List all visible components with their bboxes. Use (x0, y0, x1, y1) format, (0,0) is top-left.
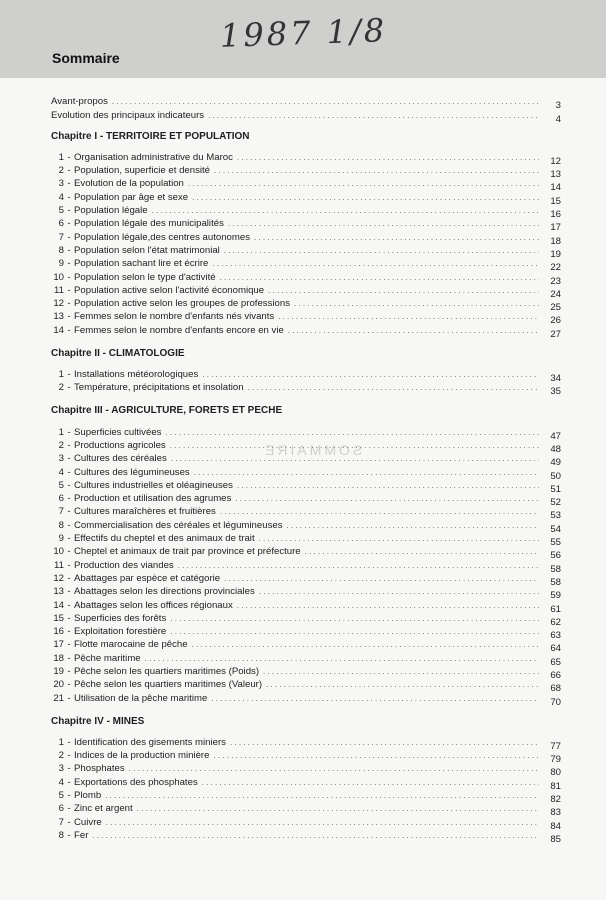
toc-separator: - (67, 205, 71, 217)
toc-entry[interactable] (51, 451, 561, 469)
toc-number: 16 (53, 626, 64, 638)
toc-label: Exploitation forestière (74, 626, 167, 638)
toc-label: Température, précipitations et insolation (74, 382, 244, 394)
toc-label: Femmes selon le nombre d'enfants nés vivants (74, 311, 275, 323)
dot-leader (259, 534, 539, 544)
toc-separator: - (67, 665, 71, 677)
toc-entry[interactable] (51, 380, 561, 398)
dot-leader (287, 521, 540, 531)
toc-label: Population active selon les groupes de professions (74, 298, 290, 310)
watermark-text: SOMMAIRE (262, 442, 363, 458)
toc-number: 20 (53, 679, 64, 691)
dot-leader (92, 831, 539, 841)
toc-separator: - (67, 244, 71, 256)
toc-separator: - (67, 829, 71, 841)
toc-page-number: 62 (550, 616, 561, 628)
toc-page-number: 56 (550, 550, 561, 562)
dot-leader (224, 574, 539, 584)
toc-page-number: 35 (550, 386, 561, 398)
toc-number: 12 (53, 298, 64, 310)
toc-entry[interactable] (51, 478, 561, 495)
toc-separator: - (67, 178, 71, 190)
toc-label: Cultures des céréales (74, 453, 167, 465)
toc-number: 2 (58, 165, 64, 177)
dot-leader (263, 667, 539, 677)
toc-entry[interactable] (51, 491, 561, 509)
toc-page-number: 26 (550, 315, 561, 327)
dot-leader (278, 312, 539, 322)
toc-page-number: 77 (550, 740, 561, 752)
toc-label: Cultures industrielles et oléagineuses (74, 479, 233, 491)
dot-leader (192, 640, 539, 650)
toc-page-number: 23 (550, 275, 561, 287)
toc-entry[interactable] (51, 544, 561, 562)
toc-page-number: 17 (550, 222, 561, 234)
toc-label: Organisation administrative du Maroc (74, 151, 233, 163)
toc-entry[interactable] (51, 216, 561, 234)
toc-separator: - (67, 736, 71, 748)
toc-separator: - (67, 493, 71, 505)
dot-leader (208, 111, 539, 121)
toc-entry[interactable] (51, 367, 561, 385)
toc-entry[interactable] (51, 322, 561, 340)
toc-number: 12 (53, 572, 64, 584)
toc-separator: - (67, 218, 71, 230)
toc-number: 15 (53, 612, 64, 624)
dot-leader (194, 468, 539, 478)
toc-entry[interactable] (51, 801, 561, 819)
toc-entry[interactable] (51, 664, 561, 681)
dot-leader (212, 259, 539, 269)
toc-label: Cultures maraîchères et fruitières (74, 506, 216, 518)
toc-separator: - (67, 776, 71, 788)
toc-label: Production et utilisation des agrumes (74, 493, 232, 505)
table-of-contents (51, 94, 561, 845)
toc-separator: - (67, 652, 71, 664)
toc-number: 13 (53, 586, 64, 598)
toc-entry[interactable] (51, 243, 561, 260)
toc-page-number: 3 (555, 100, 561, 112)
toc-page-number: 81 (550, 780, 561, 792)
toc-page-number: 55 (550, 537, 561, 549)
chapter-section (51, 715, 561, 845)
toc-page-number: 83 (550, 807, 561, 819)
page-title: Sommaire (52, 50, 120, 66)
toc-entry[interactable] (51, 828, 561, 845)
toc-page-number: 63 (550, 630, 561, 642)
toc-page-number: 48 (550, 443, 561, 455)
toc-entry[interactable] (51, 531, 561, 549)
toc-entry[interactable] (51, 424, 561, 442)
toc-separator: - (67, 816, 71, 828)
toc-entry-avant-propos[interactable] (51, 94, 561, 112)
chapter-title: Chapitre IV - MINES (51, 715, 145, 727)
toc-page-number: 80 (550, 767, 561, 779)
dot-leader (230, 738, 539, 748)
toc-number: 5 (58, 205, 64, 217)
toc-entry-evolution[interactable] (51, 107, 561, 125)
toc-entry[interactable] (51, 176, 561, 194)
toc-entry[interactable] (51, 735, 561, 752)
toc-label: Cuivre (74, 816, 102, 828)
toc-entry[interactable] (51, 163, 561, 181)
toc-label: Population, superficie et densité (74, 165, 210, 177)
toc-label: Effectifs du cheptel et des animaux de trait (74, 533, 255, 545)
toc-page-number: 49 (550, 457, 561, 469)
toc-entry[interactable] (51, 584, 561, 602)
toc-separator: - (67, 284, 71, 296)
toc-number: 6 (58, 803, 64, 815)
toc-page-number: 53 (550, 510, 561, 522)
toc-label: Zinc et argent (74, 803, 133, 815)
toc-page-number: 59 (550, 590, 561, 602)
toc-label: Commercialisation des céréales et légumineuses (74, 519, 283, 531)
dot-leader (288, 326, 539, 336)
toc-number: 8 (58, 519, 64, 531)
toc-separator: - (67, 426, 71, 438)
toc-separator: - (67, 533, 71, 545)
toc-label: Femmes selon le nombre d'enfants encore en vie (74, 324, 284, 336)
toc-page-number: 14 (550, 182, 561, 194)
dot-leader (178, 561, 539, 571)
toc-label: Superficies des forêts (74, 612, 167, 624)
dot-leader (214, 166, 539, 176)
dot-leader (165, 428, 539, 438)
toc-label: Pêche selon les quartiers maritimes (Poids) (74, 665, 260, 677)
toc-label: Phosphates (74, 763, 125, 775)
toc-entry[interactable] (51, 150, 561, 167)
dot-leader (171, 454, 539, 464)
toc-number: 9 (58, 533, 64, 545)
toc-entry[interactable] (51, 504, 561, 522)
dot-leader (248, 383, 539, 393)
chapter-section (51, 405, 561, 708)
toc-entry[interactable] (51, 438, 561, 455)
toc-number: 1 (58, 369, 64, 381)
toc-number: 3 (58, 453, 64, 465)
toc-label: Cheptel et animaux de trait par province et préfecture (74, 546, 301, 558)
chapters-container (51, 130, 561, 845)
toc-label: Pêche maritime (74, 652, 141, 664)
toc-number: 6 (58, 218, 64, 230)
toc-separator: - (67, 506, 71, 518)
toc-entry[interactable] (51, 269, 561, 287)
toc-number: 5 (58, 479, 64, 491)
toc-separator: - (67, 612, 71, 624)
dot-leader (220, 507, 539, 517)
chapter-title: Chapitre II - CLIMATOLOGIE (51, 347, 185, 359)
toc-label: Abattages selon les directions provinciales (74, 586, 255, 598)
dot-leader (188, 179, 539, 189)
dot-leader (211, 694, 539, 704)
toc-label: Population selon le type d'activité (74, 271, 216, 283)
dot-leader (170, 614, 539, 624)
toc-separator: - (67, 382, 71, 394)
toc-page-number: 51 (550, 483, 561, 495)
dot-leader (145, 654, 539, 664)
toc-label: Population légale,des centres autonomes (74, 231, 251, 243)
toc-separator: - (67, 466, 71, 478)
toc-label: Utilisation de la pêche maritime (74, 692, 208, 704)
toc-entry[interactable] (51, 611, 561, 628)
dot-leader (170, 441, 539, 451)
toc-separator: - (67, 803, 71, 815)
toc-entry[interactable] (51, 650, 561, 668)
toc-entry[interactable] (51, 203, 561, 221)
toc-label: Evolution des principaux indicateurs (51, 109, 205, 121)
toc-separator: - (67, 453, 71, 465)
toc-number: 7 (58, 506, 64, 518)
toc-entry[interactable] (51, 464, 561, 482)
toc-separator: - (67, 231, 71, 243)
toc-separator: - (67, 639, 71, 651)
chapter-title: Chapitre III - AGRICULTURE, FORETS ET PECHE (51, 405, 283, 417)
toc-label: Plomb (74, 790, 102, 802)
dot-leader (220, 273, 539, 283)
toc-page-number: 58 (550, 576, 561, 588)
toc-label: Installations météorologiques (74, 369, 199, 381)
toc-page-number: 65 (550, 656, 561, 668)
dot-leader (192, 193, 539, 203)
toc-number: 2 (58, 439, 64, 451)
toc-page-number: 82 (550, 794, 561, 806)
dot-leader (105, 791, 539, 801)
dot-leader (228, 219, 539, 229)
toc-separator: - (67, 626, 71, 638)
toc-entry[interactable] (51, 309, 561, 327)
toc-entry[interactable] (51, 296, 561, 314)
dot-leader (266, 680, 539, 690)
toc-label: Identification des gisements miniers (74, 736, 226, 748)
toc-separator: - (67, 151, 71, 163)
toc-label: Fer (74, 829, 89, 841)
toc-number: 7 (58, 816, 64, 828)
toc-number: 9 (58, 258, 64, 270)
toc-number: 8 (58, 829, 64, 841)
dot-leader (259, 587, 539, 597)
dot-leader (202, 370, 539, 380)
toc-page-number: 85 (550, 833, 561, 845)
chapter-section (51, 347, 561, 398)
toc-number: 13 (53, 311, 64, 323)
dot-leader (213, 751, 539, 761)
toc-separator: - (67, 479, 71, 491)
toc-separator: - (67, 298, 71, 310)
toc-page-number: 70 (550, 696, 561, 708)
toc-entry[interactable] (51, 761, 561, 779)
toc-label: Abattages selon les offices régionaux (74, 599, 233, 611)
toc-number: 21 (53, 692, 64, 704)
toc-number: 1 (58, 151, 64, 163)
toc-separator: - (67, 572, 71, 584)
dot-leader (305, 547, 539, 557)
dot-leader (129, 764, 539, 774)
toc-number: 17 (53, 639, 64, 651)
toc-number: 4 (58, 191, 64, 203)
toc-number: 4 (58, 466, 64, 478)
toc-separator: - (67, 763, 71, 775)
toc-label: Cultures des légumineuses (74, 466, 190, 478)
toc-separator: - (67, 692, 71, 704)
toc-entry[interactable] (51, 624, 561, 642)
dot-leader (202, 778, 539, 788)
toc-separator: - (67, 258, 71, 270)
dot-leader (170, 627, 539, 637)
toc-separator: - (67, 599, 71, 611)
toc-number: 10 (53, 546, 64, 558)
dot-leader (268, 286, 539, 296)
toc-page-number: 50 (550, 470, 561, 482)
toc-page-number: 66 (550, 669, 561, 681)
toc-label: Indices de la production minière (74, 750, 210, 762)
toc-label: Population par âge et sexe (74, 191, 189, 203)
toc-label: Evolution de la population (74, 178, 184, 190)
toc-entry[interactable] (51, 283, 561, 300)
toc-number: 11 (54, 559, 64, 571)
toc-number: 3 (58, 178, 64, 190)
toc-label: Population légale des municipalités (74, 218, 224, 230)
dot-leader (137, 804, 539, 814)
toc-page-number: 58 (550, 563, 561, 575)
toc-separator: - (67, 439, 71, 451)
toc-entry[interactable] (51, 517, 561, 535)
toc-label: Population sachant lire et écrire (74, 258, 209, 270)
toc-number: 3 (58, 763, 64, 775)
toc-separator: - (67, 369, 71, 381)
toc-page-number: 18 (550, 235, 561, 247)
toc-number: 5 (58, 790, 64, 802)
toc-number: 2 (58, 750, 64, 762)
toc-entry[interactable] (51, 571, 561, 588)
toc-page-number: 61 (550, 603, 561, 615)
toc-number: 14 (53, 599, 64, 611)
toc-label: Avant-propos (51, 96, 108, 108)
toc-page-number: 12 (550, 155, 561, 167)
toc-page-number: 79 (550, 754, 561, 766)
toc-separator: - (67, 546, 71, 558)
dot-leader (152, 206, 539, 216)
toc-label: Population légale (74, 205, 148, 217)
dot-leader (294, 299, 539, 309)
handwritten-note: 1987 1/8 (219, 11, 388, 55)
toc-page-number: 25 (550, 302, 561, 314)
toc-separator: - (67, 324, 71, 336)
toc-entry[interactable] (51, 189, 561, 207)
toc-label: Population active selon l'activité économique (74, 284, 265, 296)
toc-number: 1 (58, 426, 64, 438)
toc-page-number: 84 (550, 820, 561, 832)
toc-number: 1 (58, 736, 64, 748)
toc-page-number: 34 (550, 373, 561, 385)
dot-leader (237, 153, 539, 163)
dot-leader (237, 481, 539, 491)
toc-page-number: 13 (550, 169, 561, 181)
toc-number: 10 (53, 271, 64, 283)
toc-entry[interactable] (51, 788, 561, 806)
toc-page-number: 4 (555, 113, 561, 125)
toc-page-number: 52 (550, 497, 561, 509)
toc-page-number: 22 (550, 262, 561, 274)
toc-page-number: 27 (550, 328, 561, 340)
intro-section (51, 94, 561, 125)
toc-separator: - (67, 559, 71, 571)
toc-separator: - (67, 191, 71, 203)
toc-separator: - (67, 311, 71, 323)
toc-page-number: 68 (550, 683, 561, 695)
toc-entry[interactable] (51, 597, 561, 615)
toc-number: 14 (53, 324, 64, 336)
toc-entry[interactable] (51, 256, 561, 274)
dot-leader (237, 601, 539, 611)
dot-leader (224, 246, 539, 256)
toc-number: 4 (58, 776, 64, 788)
toc-label: Production des viandes (74, 559, 174, 571)
dot-leader (106, 818, 539, 828)
toc-separator: - (67, 679, 71, 691)
toc-separator: - (67, 790, 71, 802)
toc-label: Abattages par espèce et catégorie (74, 572, 221, 584)
toc-separator: - (67, 519, 71, 531)
toc-separator: - (67, 586, 71, 598)
toc-entry[interactable] (51, 677, 561, 695)
toc-number: 7 (58, 231, 64, 243)
toc-number: 19 (53, 665, 64, 677)
toc-number: 6 (58, 493, 64, 505)
toc-label: Pêche selon les quartiers maritimes (Valeur) (74, 679, 263, 691)
toc-number: 11 (54, 284, 64, 296)
toc-entry[interactable] (51, 774, 561, 792)
dot-leader (112, 97, 539, 107)
toc-page-number: 24 (550, 288, 561, 300)
toc-number: 18 (53, 652, 64, 664)
toc-page-number: 19 (550, 248, 561, 260)
toc-page-number: 64 (550, 643, 561, 655)
toc-separator: - (67, 165, 71, 177)
toc-number: 2 (58, 382, 64, 394)
chapter-section (51, 130, 561, 340)
toc-page-number: 16 (550, 209, 561, 221)
toc-label: Population selon l'état matrimonial (74, 244, 220, 256)
toc-entry[interactable] (51, 637, 561, 655)
toc-entry[interactable] (51, 229, 561, 247)
dot-leader (254, 233, 539, 243)
toc-entry[interactable] (51, 748, 561, 766)
toc-label: Flotte marocaine de pêche (74, 639, 188, 651)
toc-separator: - (67, 271, 71, 283)
toc-page-number: 15 (550, 195, 561, 207)
chapter-title: Chapitre I - TERRITOIRE ET POPULATION (51, 130, 250, 142)
toc-label: Superficies cultivées (74, 426, 162, 438)
toc-page-number: 47 (550, 430, 561, 442)
toc-label: Productions agricoles (74, 439, 166, 451)
toc-page-number: 54 (550, 523, 561, 535)
toc-entry[interactable] (51, 814, 561, 832)
toc-label: Exportations des phosphates (74, 776, 198, 788)
toc-entry[interactable] (51, 557, 561, 575)
toc-number: 8 (58, 244, 64, 256)
toc-entry[interactable] (51, 690, 561, 708)
dot-leader (235, 494, 539, 504)
toc-separator: - (67, 750, 71, 762)
